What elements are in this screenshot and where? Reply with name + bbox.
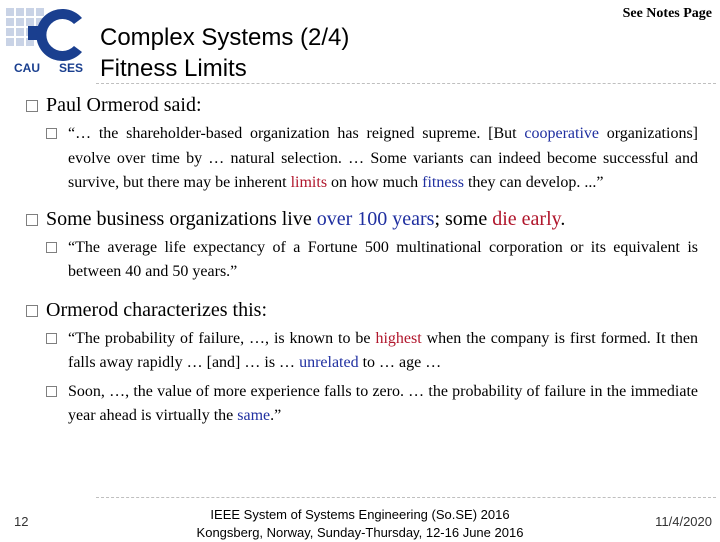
slide-date: 11/4/2020: [655, 514, 712, 529]
highlight-text: limits: [290, 174, 328, 191]
bullet-item: [26, 92, 698, 118]
bullet-item: [26, 206, 698, 232]
text-run: Some business organizations live: [46, 207, 317, 230]
text-run: “The average life expectancy of a Fortune 500 multinational corporation or its equivalent is between 40 and 50 years.”: [68, 238, 698, 280]
text-run: Soon, …, the value of more experience falls to zero. … the probability of failure in the immediate year ahead is virtually the: [68, 382, 698, 424]
slide-title-line2: Fitness Limits: [100, 55, 247, 82]
text-run: they can develop. ...”: [463, 174, 604, 191]
text-run: .”: [270, 407, 282, 424]
sub-bullet-box-icon: [46, 386, 57, 397]
sub-bullet-item: [26, 122, 698, 196]
slide-body: [26, 92, 698, 429]
footer-text: [170, 506, 550, 542]
sub-bullet-item: [26, 236, 698, 285]
sub-bullet-box-icon: [46, 333, 57, 344]
slide-title-line1: Complex Systems (2/4): [100, 24, 350, 51]
page-number: 12: [14, 514, 29, 529]
see-notes-link[interactable]: See Notes Page: [622, 6, 712, 21]
sub-bullet-box-icon: [46, 128, 57, 139]
highlight-text: highest: [375, 329, 422, 347]
cau-ses-logo: [4, 6, 92, 80]
text-run: on how much: [327, 174, 423, 191]
highlight-text: unrelated: [299, 354, 359, 371]
text-run: “… the shareholder-based organization has reigned supreme. [But: [68, 125, 525, 142]
sub-bullet-item: [26, 380, 698, 429]
text-run: .: [560, 207, 566, 230]
text-run: when the company is first formed. It then falls away rapidly … [and] … is …: [68, 329, 698, 371]
bullet-box-icon: [26, 305, 38, 317]
bullet-box-icon: [26, 100, 38, 112]
footer-location: Kongsberg, Norway, Sunday-Thursday, 12-16 June 2016: [196, 525, 524, 540]
slide-title: [100, 22, 349, 84]
text-run: Paul Ormerod said:: [46, 94, 202, 116]
highlight-text: cooperative: [524, 125, 600, 142]
text-run: “The probability of failure, …, is known to be: [68, 329, 376, 347]
highlight-text: same: [237, 407, 271, 424]
bullet-item: [26, 297, 698, 323]
highlight-text: fitness: [422, 174, 464, 191]
bullet-box-icon: [26, 214, 38, 226]
header-divider: [96, 83, 716, 84]
highlight-text: die early: [492, 207, 561, 230]
sub-bullet-item: [26, 327, 698, 376]
logo-label-left: CAU: [14, 61, 40, 75]
logo-label-right: SES: [59, 61, 84, 75]
footer-divider: [96, 497, 716, 498]
sub-bullet-box-icon: [46, 242, 57, 253]
highlight-text: over 100 years: [316, 207, 435, 230]
text-run: organizations] evolve over time by … natural selection. … Some variants can indeed become successful and survive, but there may be inherent: [68, 125, 699, 191]
text-run: to … age …: [358, 354, 442, 371]
footer-conference: IEEE System of Systems Engineering (So.SE) 2016: [210, 507, 510, 522]
text-run: ; some: [434, 207, 493, 230]
text-run: Ormerod characterizes this:: [46, 298, 268, 321]
